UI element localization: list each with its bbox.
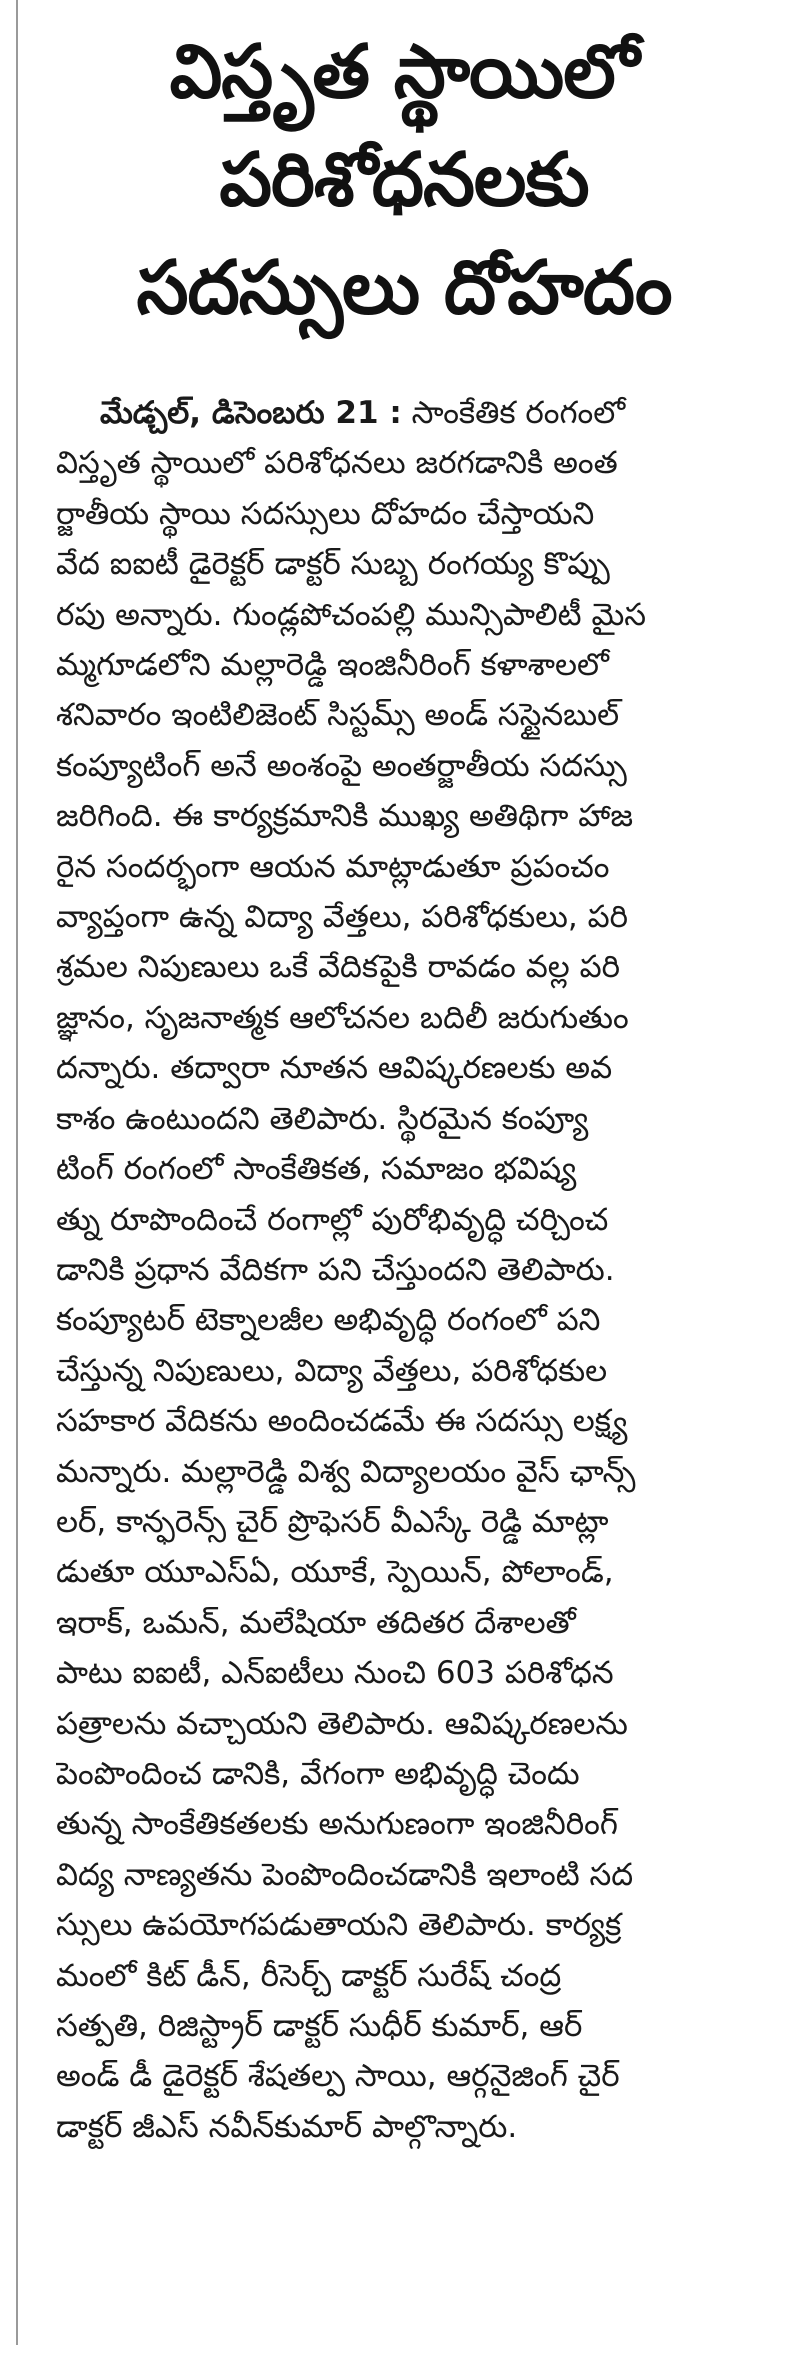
article-line: జరిగింది. ఈ కార్యక్రమానికి ముఖ్య అతిథిగా హాజ — [56, 798, 633, 835]
article-line: దన్నారు. తద్వారా నూతన ఆవిష్కరణలకు అవ — [56, 1050, 613, 1087]
headline-line: విస్తృత స్థాయిలో — [169, 29, 639, 115]
article-line: లర్, కాన్ఫరెన్స్ చైర్ ప్రొఫెసర్ వీఎస్కే రెడ్డి మాట్లా — [56, 1503, 609, 1540]
article-line: పాటు ఐఐటీ, ఎన్ఐటీలు నుంచి 603 పరిశోధన — [56, 1655, 614, 1692]
article-line: మన్నారు. మల్లారెడ్డి విశ్వ విద్యాలయం వైస్ ఛాన్స్ — [56, 1453, 636, 1490]
headline-line: సదస్సులు దోహదం — [136, 245, 672, 331]
article-line: మంలో కిట్ డీన్, రీసెర్చ్ డాక్టర్ సురేష్ చంద్ర — [56, 1957, 562, 1994]
article-line: శనివారం ఇంటిలిజెంట్ సిస్టమ్స్ అండ్ సస్టైనబుల్ — [56, 697, 620, 734]
news-clipping — [56, 18, 752, 2152]
article-line: అండ్ డీ డైరెక్టర్ శేషతల్ప సాయి, ఆర్గనైజింగ్ చైర్ — [56, 2058, 620, 2095]
article-line: వ్యాప్తంగా ఉన్న విద్యా వేత్తలు, పరిశోధకులు, పరి — [56, 899, 629, 936]
article-line: జ్ఞానం, సృజనాత్మక ఆలోచనల బదిలీ జరుగుతుం — [56, 999, 629, 1036]
headline — [56, 18, 752, 342]
article-line: డుతూ యూఎస్ఏ, యూకే, స్పెయిన్, పోలాండ్, — [56, 1554, 614, 1591]
article-line: కంప్యూటర్ టెక్నాలజీల అభివృద్ధి రంగంలో పని — [56, 1302, 601, 1339]
article-line: ర్జాతీయ స్థాయి సదస్సులు దోహదం చేస్తాయని — [56, 495, 595, 532]
article-line: విస్తృత స్థాయిలో పరిశోధనలు జరగడానికి అంత — [56, 445, 618, 482]
article-line: పెంపొందించ డానికి, వేగంగా అభివృద్ధి చెందు — [56, 1755, 580, 1792]
article-line: పత్రాలను వచ్చాయని తెలిపారు. ఆవిష్కరణలను — [56, 1705, 628, 1742]
article-line: వేద ఐఐటీ డైరెక్టర్ డాక్టర్ సుబ్బ రంగయ్య కొప్పు — [56, 546, 610, 583]
article-line: డానికి ప్రధాన వేదికగా పని చేస్తుందని తెలిపారు. — [56, 1251, 615, 1288]
article-line: చేస్తున్న నిపుణులు, విద్యా వేత్తలు, పరిశోధకుల — [56, 1352, 608, 1389]
article-line: డాక్టర్ జీఎస్ నవీన్‌కుమార్ పాల్గొన్నారు. — [56, 2108, 518, 2145]
article-first-line — [56, 388, 752, 438]
article-line: త్ను రూపొందించే రంగాల్లో పురోభివృద్ధి చర్చించ — [56, 1201, 609, 1238]
column-rule — [16, 0, 18, 2345]
article-line: సాంకేతిక రంగంలో — [411, 395, 626, 431]
article-line: కాశం ఉంటుందని తెలిపారు. స్థిరమైన కంప్యూ — [56, 1100, 589, 1137]
article-line: సహకార వేదికను అందించడమే ఈ సదస్సు లక్ష్య — [56, 1403, 628, 1440]
article-line: తున్న సాంకేతికతలకు అనుగుణంగా ఇంజినీరింగ్ — [56, 1806, 618, 1843]
article-line: రపు అన్నారు. గుండ్లపోచంపల్లి మున్సిపాలిటీ మైస — [56, 596, 647, 633]
article-line: ఇరాక్, ఒమన్, మలేషియా తదితర దేశాలతో — [56, 1604, 576, 1641]
article-line: శ్రమల నిపుణులు ఒకే వేదికపైకి రావడం వల్ల పరి — [56, 949, 620, 986]
article-line: టింగ్ రంగంలో సాంకేతికత, సమాజం భవిష్య — [56, 1151, 577, 1188]
article-line: విద్య నాణ్యతను పెంపొందించడానికి ఇలాంటి సద — [56, 1856, 634, 1893]
headline-line: పరిశోధనలకు — [219, 137, 589, 223]
article-line: రైన సందర్భంగా ఆయన మాట్లాడుతూ ప్రపంచం — [56, 848, 610, 885]
article-line: కంప్యూటింగ్ అనే అంశంపై అంతర్జాతీయ సదస్సు — [56, 747, 627, 784]
article-line: సత్పతి, రిజిస్ట్రార్ డాక్టర్ సుధీర్ కుమార్, ఆర్ — [56, 2008, 583, 2044]
dateline: మేడ్చల్, డిసెంబరు 21 : — [100, 395, 402, 431]
article-line: మ్మగూడలోని మల్లారెడ్డి ఇంజినీరింగ్ కళాశాలలో — [56, 647, 609, 684]
article-body — [56, 388, 752, 2152]
article-line: స్సులు ఉపయోగపడుతాయని తెలిపారు. కార్యక్ర — [56, 1907, 622, 1944]
